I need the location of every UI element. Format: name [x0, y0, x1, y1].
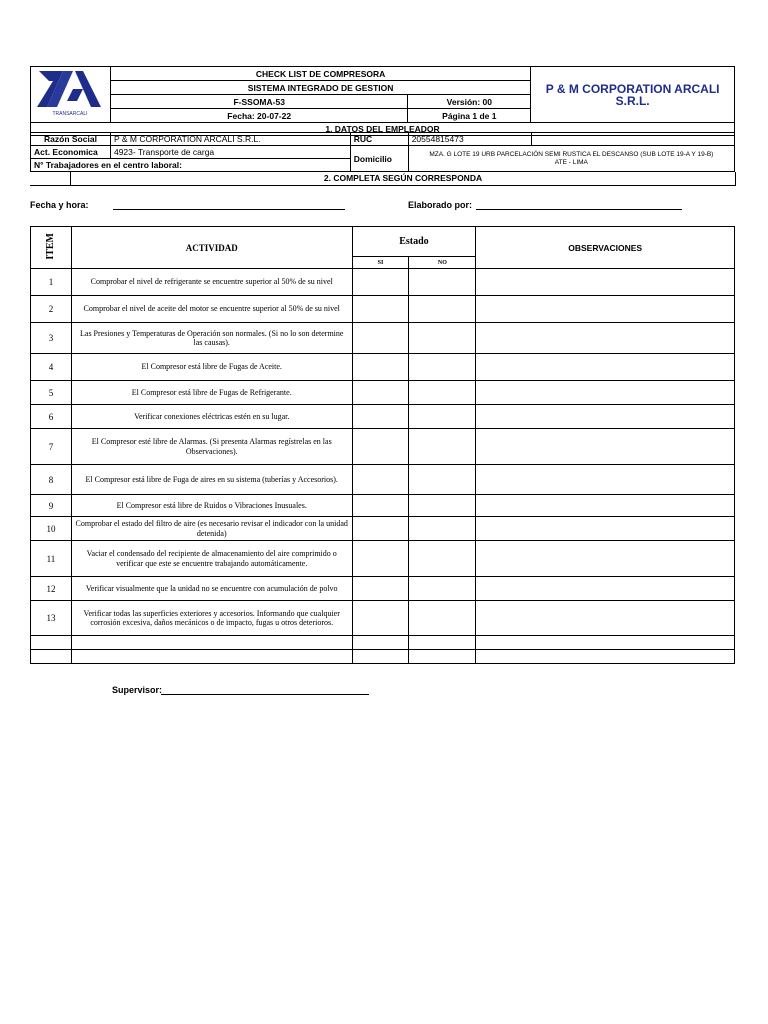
supervisor-label: Supervisor:	[112, 685, 163, 695]
table-row	[31, 541, 735, 577]
table-row	[31, 650, 735, 664]
row-si-cell[interactable]	[352, 429, 409, 465]
row-activity: Comprobar el nivel de aceite del motor se encuentre superior al 50% de su nivel	[71, 296, 352, 323]
domicilio-line-2: ATE - LIMA	[554, 158, 588, 166]
table-row	[31, 323, 735, 354]
row-observation-cell[interactable]	[476, 636, 735, 650]
row-number: 5	[31, 381, 72, 405]
row-si-cell[interactable]	[352, 323, 409, 354]
header-table	[30, 66, 735, 136]
table-row	[31, 429, 735, 465]
col-no-header: NO	[409, 257, 476, 269]
elaborado-input[interactable]	[476, 209, 682, 210]
col-item-header	[31, 227, 72, 269]
row-observation-cell[interactable]	[476, 495, 735, 517]
row-no-cell[interactable]	[409, 381, 476, 405]
system-name: SISTEMA INTEGRADO DE GESTION	[110, 81, 530, 95]
row-number: 12	[31, 577, 72, 601]
row-si-cell[interactable]	[352, 465, 409, 495]
row-number: 7	[31, 429, 72, 465]
row-no-cell[interactable]	[409, 517, 476, 541]
table-row	[31, 517, 735, 541]
row-no-cell[interactable]	[409, 465, 476, 495]
logo-text: TRANSARCALI	[52, 111, 88, 117]
row-no-cell[interactable]	[409, 577, 476, 601]
supervisor-input[interactable]	[161, 694, 369, 695]
row-number: 13	[31, 601, 72, 636]
section2-title: 2. COMPLETA SEGÚN CORRESPONDA	[70, 172, 736, 186]
row-observation-cell[interactable]	[476, 429, 735, 465]
row-no-cell[interactable]	[409, 296, 476, 323]
row-observation-cell[interactable]	[476, 601, 735, 636]
domicilio-value	[408, 146, 734, 172]
row-observation-cell[interactable]	[476, 465, 735, 495]
row-no-cell[interactable]	[409, 405, 476, 429]
doc-date: Fecha: 20-07-22	[110, 109, 407, 123]
checklist-table	[30, 226, 735, 664]
fecha-label: Fecha y hora:	[30, 200, 89, 210]
act-value: 4923- Transporte de carga	[110, 146, 350, 159]
row-observation-cell[interactable]	[476, 541, 735, 577]
row-activity: El Compresor está libre de Fugas de Refrigerante.	[71, 381, 352, 405]
row-number	[31, 650, 72, 664]
row-activity: El Compresor está libre de Ruidos o Vibraciones Inusuales.	[71, 495, 352, 517]
row-observation-cell[interactable]	[476, 650, 735, 664]
doc-code: F-SSOMA-53	[110, 95, 407, 109]
table-row	[31, 269, 735, 296]
table-row	[31, 465, 735, 495]
doc-version: Versión: 00	[408, 95, 531, 109]
act-label: Act. Economica	[31, 146, 111, 159]
row-no-cell[interactable]	[409, 541, 476, 577]
row-si-cell[interactable]	[352, 296, 409, 323]
row-observation-cell[interactable]	[476, 381, 735, 405]
divider	[30, 185, 70, 186]
row-si-cell[interactable]	[352, 381, 409, 405]
ruc-value: 20554815473	[408, 133, 531, 146]
col-actividad-header: ACTIVIDAD	[71, 227, 352, 269]
row-si-cell[interactable]	[352, 601, 409, 636]
row-no-cell[interactable]	[409, 650, 476, 664]
section1-title: 1. DATOS DEL EMPLEADOR	[31, 123, 735, 136]
row-si-cell[interactable]	[352, 541, 409, 577]
ruc-label: RUC	[350, 133, 408, 146]
row-observation-cell[interactable]	[476, 296, 735, 323]
row-no-cell[interactable]	[409, 323, 476, 354]
row-number: 1	[31, 269, 72, 296]
row-si-cell[interactable]	[352, 269, 409, 296]
row-activity: Verificar todas las superficies exteriores y accesorios. Informando que cualquier corrosión excesiva, daños mecánicos o de impacto, fugas u otros deterioros.	[71, 601, 352, 636]
col-obs-header: OBSERVACIONES	[476, 227, 735, 269]
row-observation-cell[interactable]	[476, 577, 735, 601]
company-name: P & M CORPORATION ARCALI S.R.L.	[531, 67, 735, 123]
row-si-cell[interactable]	[352, 650, 409, 664]
row-activity	[71, 650, 352, 664]
row-activity: El Compresor está libre de Fuga de aires en su sistema (tuberías y Accesorios).	[71, 465, 352, 495]
table-row	[31, 601, 735, 636]
row-no-cell[interactable]	[409, 495, 476, 517]
row-si-cell[interactable]	[352, 636, 409, 650]
row-activity: Comprobar el nivel de refrigerante se encuentre superior al 50% de su nivel	[71, 269, 352, 296]
row-activity: Verificar visualmente que la unidad no se encuentre con acumulación de polvo	[71, 577, 352, 601]
row-no-cell[interactable]	[409, 636, 476, 650]
row-si-cell[interactable]	[352, 517, 409, 541]
row-observation-cell[interactable]	[476, 405, 735, 429]
domicilio-line-1: MZA. G LOTE 19 URB PARCELACIÓN SEMI RUSTICA EL DESCANSO (SUB LOTE 19-A Y 19-B)	[429, 150, 714, 158]
row-observation-cell[interactable]	[476, 323, 735, 354]
trabajadores-label: N° Trabajadores en el centro laboral:	[31, 159, 351, 172]
col-estado-header: Estado	[352, 227, 476, 257]
col-si-header: SI	[352, 257, 409, 269]
row-activity: Vaciar el condensado del recipiente de almacenamiento del aire comprimido o verificar que este se encuentre trabajando automáticamente.	[71, 541, 352, 577]
item-header-text: ITEM	[45, 233, 57, 260]
row-number: 6	[31, 405, 72, 429]
table-row	[31, 405, 735, 429]
row-no-cell[interactable]	[409, 354, 476, 381]
row-observation-cell[interactable]	[476, 354, 735, 381]
row-activity: Verificar conexiones eléctricas estén en su lugar.	[71, 405, 352, 429]
row-observation-cell[interactable]	[476, 269, 735, 296]
table-row	[31, 381, 735, 405]
row-no-cell[interactable]	[409, 429, 476, 465]
row-activity: Comprobar el estado del filtro de aire (es necesario revisar el indicador con la unidad detenida)	[71, 517, 352, 541]
row-number: 9	[31, 495, 72, 517]
razon-label: Razón Social	[31, 133, 111, 146]
row-number: 8	[31, 465, 72, 495]
row-number: 4	[31, 354, 72, 381]
row-activity	[71, 636, 352, 650]
table-row	[31, 354, 735, 381]
row-activity: El Compresor esté libre de Alarmas. (Si presenta Alarmas regístrelas en las Observaciones).	[71, 429, 352, 465]
table-row	[31, 495, 735, 517]
table-row	[31, 636, 735, 650]
row-number: 2	[31, 296, 72, 323]
row-si-cell[interactable]	[352, 495, 409, 517]
row-number: 3	[31, 323, 72, 354]
fecha-input[interactable]	[113, 209, 345, 210]
row-number: 11	[31, 541, 72, 577]
row-activity: El Compresor está libre de Fugas de Aceite.	[71, 354, 352, 381]
row-si-cell[interactable]	[352, 405, 409, 429]
row-activity: Las Presiones y Temperaturas de Operación son normales. (Si no lo son determine las causas).	[71, 323, 352, 354]
row-observation-cell[interactable]	[476, 517, 735, 541]
row-si-cell[interactable]	[352, 354, 409, 381]
company-logo	[33, 67, 107, 119]
row-number: 10	[31, 517, 72, 541]
table-row	[31, 577, 735, 601]
domicilio-label: Domicilio	[350, 146, 408, 172]
employer-table	[30, 132, 735, 172]
doc-title: CHECK LIST DE COMPRESORA	[110, 67, 530, 81]
elaborado-label: Elaborado por:	[408, 200, 473, 210]
doc-page: Página 1 de 1	[408, 109, 531, 123]
table-row	[31, 296, 735, 323]
logo-cell	[31, 67, 111, 123]
row-number	[31, 636, 72, 650]
row-no-cell[interactable]	[409, 269, 476, 296]
row-si-cell[interactable]	[352, 577, 409, 601]
row-no-cell[interactable]	[409, 601, 476, 636]
razon-value: P & M CORPORATION ARCALI S.R.L.	[110, 133, 350, 146]
